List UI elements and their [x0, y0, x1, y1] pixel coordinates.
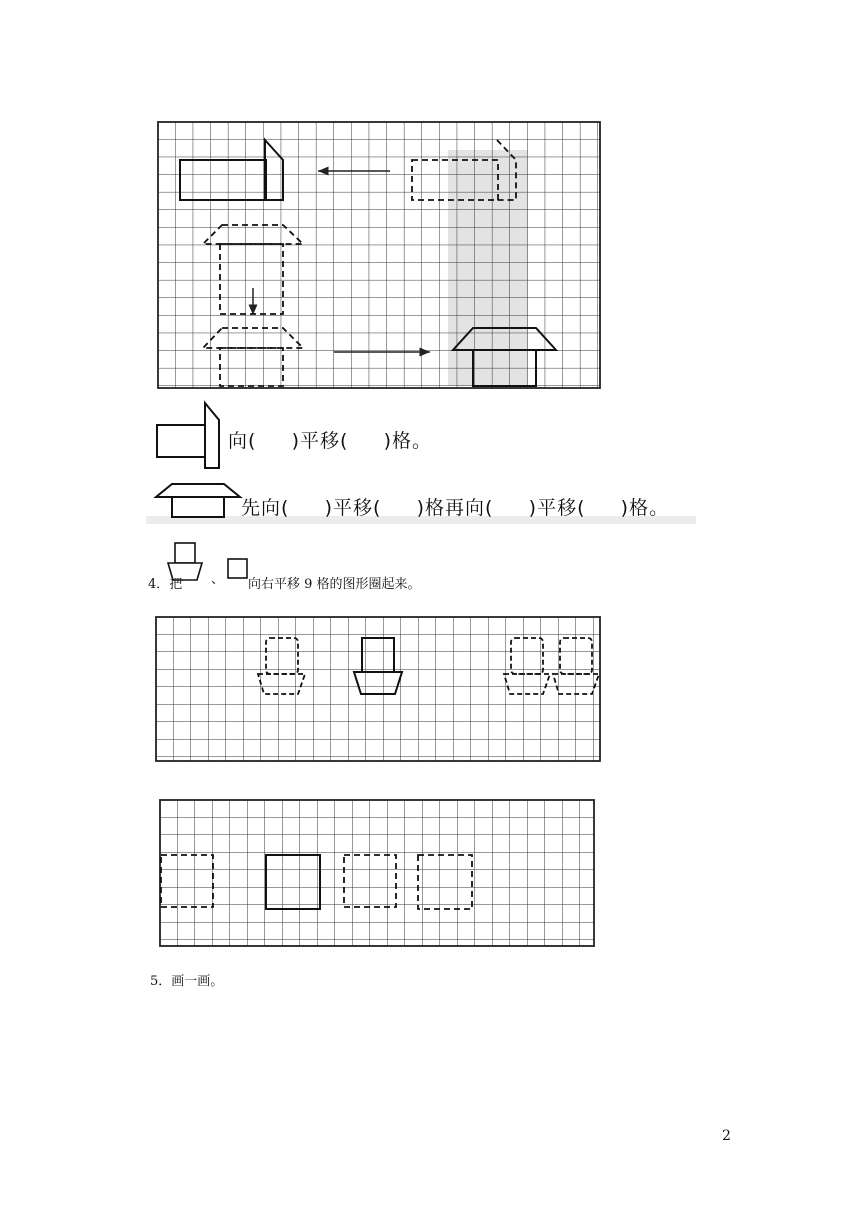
exercise-4-instruction: 向右平移 9 格的图形圈起来。 [248, 577, 421, 592]
exercise-5-title: 5．画一画。 [150, 974, 224, 989]
exercise-4-prefix: 4．把 [148, 577, 183, 592]
exercise-3-line-2: 先向( )平移( )格再向( )平移( )格。 [241, 497, 670, 519]
exercise-3-scan [146, 122, 696, 524]
square-icon [228, 559, 247, 578]
legend-flag-shape [157, 403, 219, 468]
legend-house-shape [156, 484, 240, 517]
exercise-4-grid-2 [160, 800, 594, 946]
exercise-4-grid-1 [156, 617, 600, 761]
exercise-4-separator: 、 [211, 572, 225, 587]
exercise-3-line-1: 向( )平移( )格。 [228, 430, 433, 452]
page-number: 2 [722, 1128, 731, 1144]
